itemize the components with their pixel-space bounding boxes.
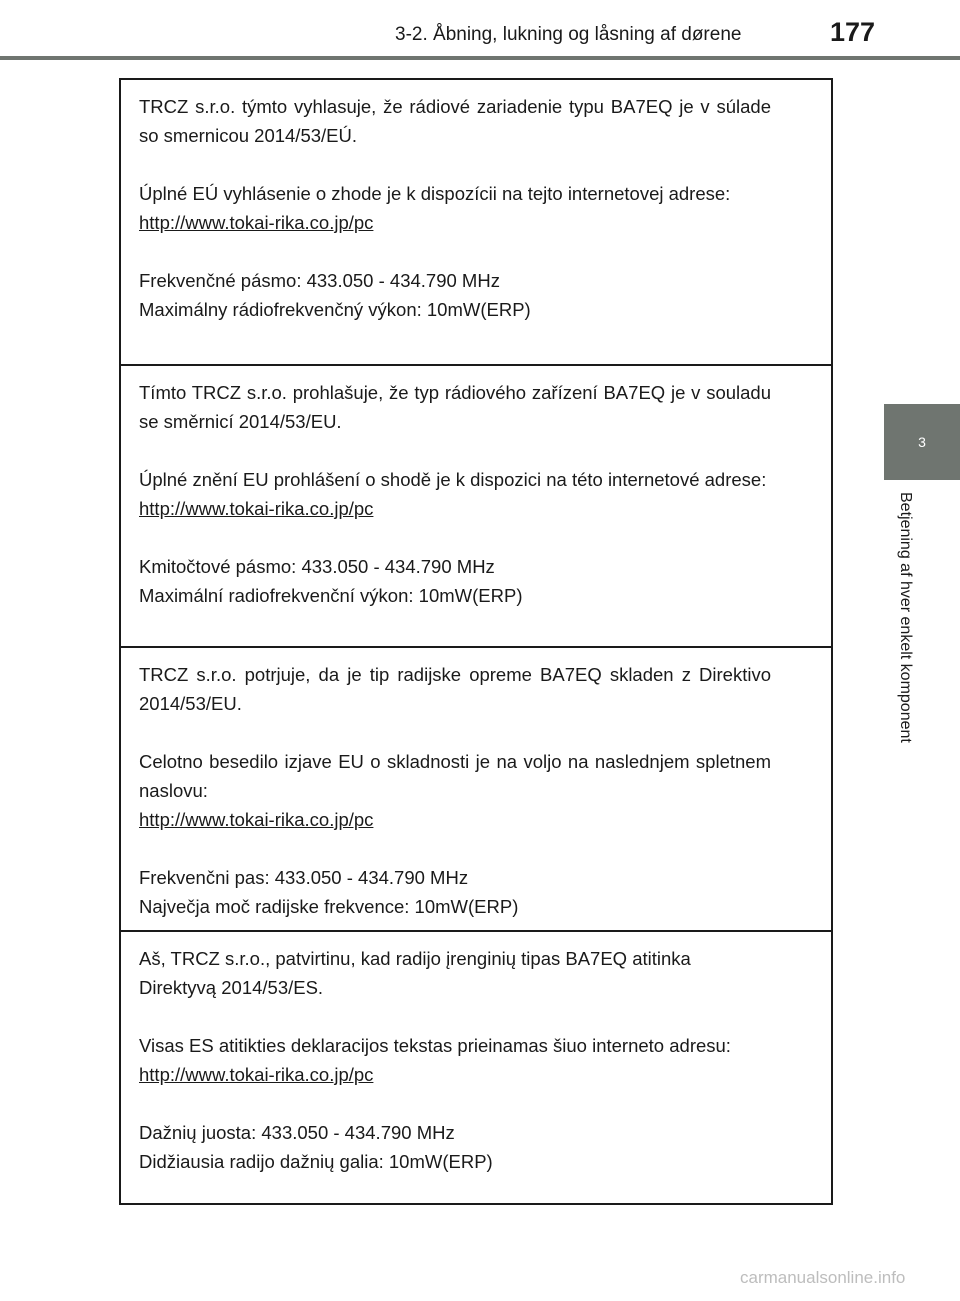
conformity-statement: Aš, TRCZ s.r.o., patvirtinu, kad radijo įrenginių tipas BA7EQ atitinka Direktyvą 2014/53/ES. (139, 948, 691, 998)
frequency-band: Frekvenčné pásmo: 433.050 - 434.790 MHz (139, 270, 500, 291)
declaration-slovenian (121, 646, 831, 930)
max-power: Največja moč radijske frekvence: 10mW(ERP) (139, 896, 519, 917)
watermark: carmanualsonline.info (740, 1268, 906, 1287)
declaration-link[interactable]: http://www.tokai-rika.co.jp/pc (139, 1064, 374, 1085)
declaration-czech (121, 364, 831, 646)
max-power: Maximálny rádiofrekvenčný výkon: 10mW(ERP) (139, 299, 531, 320)
availability-text: Celotno besedilo izjave EU o skladnosti je na voljo na naslednjem spletnem naslovu: (139, 751, 771, 801)
declaration-table (119, 78, 833, 1205)
chapter-number: 3 (918, 434, 926, 450)
conformity-statement: TRCZ s.r.o. potrjuje, da je tip radijske opreme BA7EQ skladen z Direktivo 2014/53/EU. (139, 664, 771, 714)
conformity-statement: Tímto TRCZ s.r.o. prohlašuje, že typ rádiového zařízení BA7EQ je v souladu se směrnicí 2014/53/EU. (139, 382, 771, 432)
declaration-lithuanian (121, 930, 831, 1205)
declaration-link[interactable]: http://www.tokai-rika.co.jp/pc (139, 809, 374, 830)
availability-text: Úplné znění EU prohlášení o shodě je k dispozici na této internetové adrese: (139, 469, 767, 490)
header-divider (0, 56, 960, 60)
frequency-band: Frekvenčni pas: 433.050 - 434.790 MHz (139, 867, 469, 888)
declaration-link[interactable]: http://www.tokai-rika.co.jp/pc (139, 498, 374, 519)
declaration-slovak (121, 80, 831, 364)
availability-text: Úplné EÚ vyhlásenie o zhode je k dispozícii na tejto internetovej adrese: (139, 183, 731, 204)
chapter-label: Betjening af hver enkelt komponent (897, 492, 914, 743)
max-power: Maximální radiofrekvenční výkon: 10mW(ERP) (139, 585, 523, 606)
page-number: 177 (830, 17, 876, 47)
declaration-link[interactable]: http://www.tokai-rika.co.jp/pc (139, 212, 374, 233)
availability-text: Visas ES atitikties deklaracijos tekstas prieinamas šiuo interneto adresu: (139, 1035, 731, 1056)
section-title: 3-2. Åbning, lukning og låsning af dørene (395, 24, 742, 45)
conformity-statement: TRCZ s.r.o. týmto vyhlasuje, že rádiové zariadenie typu BA7EQ je v súlade so smernicou 2014/53/EÚ. (139, 96, 771, 146)
max-power: Didžiausia radijo dažnių galia: 10mW(ERP) (139, 1151, 493, 1172)
frequency-band: Kmitočtové pásmo: 433.050 - 434.790 MHz (139, 556, 495, 577)
frequency-band: Dažnių juosta: 433.050 - 434.790 MHz (139, 1122, 455, 1143)
chapter-tab[interactable] (884, 404, 960, 480)
